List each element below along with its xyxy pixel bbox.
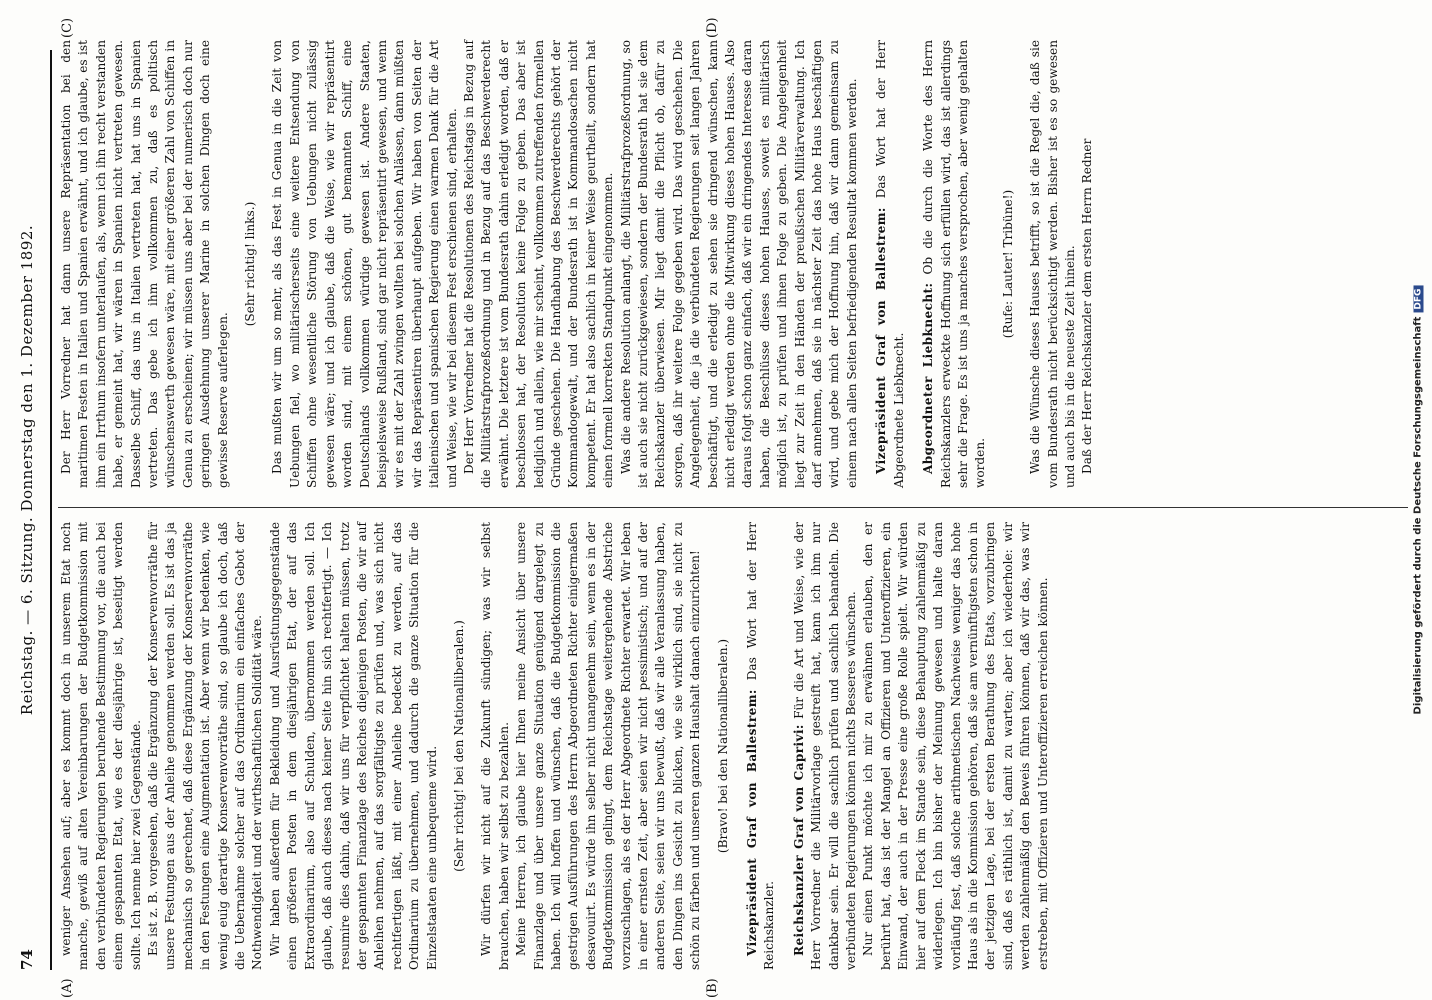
stage-direction: (Sehr richtig! links.) bbox=[243, 201, 258, 327]
speaker-name: Vizepräsident Graf von Ballestrem: bbox=[874, 207, 889, 474]
dfg-logo: DFG bbox=[1414, 286, 1424, 313]
margin-marker-b: (B) bbox=[705, 978, 720, 998]
paragraph: Wir dürfen wir nicht auf die Zukunft sündigen; was wir selbst brauchen, haben wir selbst zu bezahlen. bbox=[479, 522, 511, 970]
paragraph: Der Herr Vorredner hat die Resolutionen des Reichstags in Bezug auf die Militärstrafprozeßordnung und in Bezug auf das Beschwerderecht erwähnt. Die letztere ist vom Bundesrath dahin erledigt worden, daß er beschlossen hat, der Resolution keine Folge zu geben. Das aber ist lediglich und allein, wie mir scheint, vollkommen zutreffenden formellen Gründe geschehen. Die Handhabung des Beschwerderechts gehört der Kommandogewalt, und der Bundesrath ist in Kommandosachen nicht kompetent. Er hat also sachlich in keiner Weise geurtheilt, sondern hat einen formell korrekten Standpunkt eingenommen. bbox=[461, 40, 616, 488]
paragraph: Wir haben außerdem für Bekleidung und Ausrüstungsgegenstände einen größeren Posten in dem diesjährigen Etat, der auf das Extraordinarium, also auf Schulden, übernommen werden soll. Ich glaube, daß auch dieses nach keiner Seite hin sich rechtfertigt. — Ich resumire dies dahin, daß wir uns für verpflichtet halten müssen, trotz der gespannten Finanzlage des Reiches diejenigen Posten, die wir auf Anleihen nehmen, auf das sorgfältigste zu prüfen und, was sich nicht rechtfertigen läßt, mit einer Anleihe bedeckt zu werden, auf das Ordinarium zu übernehmen, und dadurch die ganze Situation für die Einzelstaaten eine unbequeme wird. bbox=[267, 522, 439, 970]
speech-text: Das Wort hat der Herr Reichskanzler. bbox=[745, 522, 777, 970]
running-title: Reichstag. — 6. Sitzung. Donnerstag den 1. Dezember 1892. bbox=[18, 224, 36, 716]
stage-direction: (Sehr richtig! bei den Nationalliberalen.) bbox=[451, 620, 466, 872]
column-divider bbox=[58, 507, 1408, 508]
page-number: 74 bbox=[18, 949, 36, 970]
speaker-paragraph bbox=[873, 40, 908, 488]
paragraph: Meine Herren, ich glaube hier Ihnen meine Ansicht über unsere Finanzlage und über unsere ganze Situation genügend dargelegt zu haben. Ich will hoffen und wünschen, daß die Budgetkommission die gestrigen Ausführungen des Herrn Abgeordneten Richter einigermaßen desavouirt. Es würde ihn selber nicht unangenehm sein, wenn es in der Budgetkommission gelingt, dem Reichstage weitergehende Abstriche vorzuschlagen, als es der Herr Abgeordnete Richter erwartet. Wir leben in einer ernsten Zeit, aber seien wir nicht pessimistisch; und auf der anderen Seite, seien wir uns bewußt, daß wir alle Veranlassung haben, den Dingen ins Gesicht zu blicken, wie sie wirklich sind, sie nicht zu schön zu färben und unseren ganzen Haushalt danach einzurichten! bbox=[514, 522, 703, 970]
speaker-name: Reichskanzler Graf von Caprivi: bbox=[791, 724, 806, 956]
paragraph: Was die andere Resolution anlangt, die Militärstrafprozeßordnung, so ist auch sie nicht zurückgewiesen, sondern der Bundesrath hat sie dem Reichskanzler überwiesen. Mir liegt damit die Pflicht ob, dafür zu sorgen, daß ihr weitere Folge gegeben wird. Das wird geschehen. Die Angelegenheit, die ja die verbündeten Regierungen seit langen Jahren beschäftigt, und die erledigt zu sehen sie dringend wünschen, kann nicht erledigt werden ohne die Mitwirkung dieses hohen Hauses. Also daraus folgt schon ganz einfach, daß wir ein dringendes Interesse daran haben, die Beschlüsse dieses hohen Hauses, soweit es militärisch möglich ist, zu prüfen und ihnen Folge zu geben. Die Angelegenheit liegt zur Zeit in den Händen der preußischen Militärverwaltung. Ich darf annehmen, daß sie in nächster Zeit das hohe Haus beschäftigen wird, und gebe mich der Hoffnung hin, daß wir dann gemeinsam zu einem nach allen Seiten befriedigenden Resultat kommen werden. bbox=[618, 40, 859, 488]
speech-text: Ob die durch die Worte des Herrn Reichskanzlers erweckte Hoffnung sich erfüllen wird, das ist allerdings sehr die Frage. Es ist uns ja manches versprochen, aber wenig gehalten worden. bbox=[921, 39, 988, 488]
left-column bbox=[58, 522, 1052, 970]
speaker-paragraph bbox=[791, 522, 861, 970]
margin-marker-d: (D) bbox=[705, 17, 720, 38]
stage-direction: (Rufe: Lauter! Tribüne!) bbox=[1000, 189, 1015, 339]
paragraph: Es ist z. B. vorgesehen, daß die Ergänzung der Konservenvorräthe für unsere Festungen aus der Anleihe genommen werden soll. Es ist das ja mechanisch so gerechnet, daß diese Ergänzung der Konservenvorräthe in den Festungen eine Augmentation ist. Aber wenn wir bedenken, wie wenig euig derartige Konservenvorräthe sind, so glaube ich doch, daß die Uebernahme solcher auf das Ordinarium ein einfaches Gebot der Nothwendigkeit und der wirthschaftlichen Solidität wäre. bbox=[146, 522, 265, 970]
paragraph: Daß der Herr Reichskanzler dem ersten Herrn Redner bbox=[1080, 138, 1095, 474]
speaker-name: Abgeordneter Liebknecht: bbox=[921, 282, 936, 474]
paragraph: Nur einen Punkt möchte ich mir zu erwähnen erlauben, den er berührt hat, das ist der Mangel an Offizieren und Unteroffizieren, ein Einwand, der auch in der Presse eine große Rolle spielt. Wir würden hier auf dem Fleck im Stande sein, diese Behauptung zahlenmäßig zu widerlegen. Ich bin bisher der Meinung gewesen und halte daran vorläufig fest, daß solche arithmetischen Nachweise weniger das hohe Haus als in die Kommission gehören, daß sie am vernünftigsten schon in der jetzigen Lage, bei der ersten Berathung des Etats, vorzubringen sind, daß es räthlich ist, damit zu warten; aber ich wiederhole: wir werden zahlenmäßig den Beweis führen können, daß wir das, was wir erstreben, mit Offizieren und Unteroffizieren erreichen können. bbox=[861, 522, 1050, 970]
stage-direction: (Bravo! bei den Nationalliberalen.) bbox=[715, 638, 730, 854]
margin-marker-a: (A) bbox=[60, 978, 75, 998]
speech-text: Das Wort hat der Herr Abgeordnete Liebknecht. bbox=[874, 40, 906, 488]
digitization-credit bbox=[1413, 286, 1424, 715]
paragraph: Das mußten wir um so mehr, als das Fest in Genua in die Zeit von Uebungen fiel, wo militärischerseits eine weitere Entsendung von Schiffen ohne wesentliche Störung von Uebungen nicht zulässig gewesen wäre; und ich glaube, daß die Weise, wie wir repräsentirt worden sind, mit einem schönen, gut bemannten Schiff, eine Deutschlands vollkommen würdige gewesen ist. Andere Staaten, beispielsweise Rußland, sind gar nicht repräsentirt gewesen, und wenn wir es mit der Zahl zwingen wollten bei solchen Anlässen, dann müßten wir das Repräsentiren überhaupt aufgeben. Wir haben von Seiten der italienischen und spanischen Regierung einen warmen Dank für die Art und Weise, wie wir bei diesem Fest erschienen sind, erhalten. bbox=[270, 40, 459, 488]
speech-text: Für die Art und Weise, wie der Herr Vorredner die Militärvorlage gestreift hat, kann ich ihm nur dankbar sein. Er will die sachlich prüfen und sachlich behandeln. Die verbündeten Regierungen können nichts Besseres wünschen. bbox=[791, 522, 859, 970]
paragraph: weniger Ansehen auf; aber es kommt doch in unserem Etat noch manche, gewiß auf alten Vereinbarungen der Budgetkommission mit den verbündeten Regierungen beruhende Bestimmung vor, die auch bei einem gespannten Etat, wie es der diesjährige ist, beseitigt werden sollte. Ich nenne hier zwei Gegenstände. bbox=[59, 522, 143, 970]
speaker-paragraph bbox=[920, 40, 990, 488]
margin-marker-c: (C) bbox=[60, 17, 75, 38]
speaker-name: Vizepräsident Graf von Ballestrem: bbox=[745, 689, 760, 956]
page-header bbox=[10, 50, 52, 970]
paragraph: Was die Wünsche dieses Hauses betrifft, so ist die Regel die, daß sie vom Bundesrath nicht berücksichtigt werden. Bisher ist es so gewesen und auch bis in die neueste Zeit hinein. bbox=[1028, 40, 1077, 488]
speaker-paragraph bbox=[744, 522, 779, 970]
credit-text: Digitalisierung gefördert durch die Deutsche Forschungsgemeinschaft bbox=[1412, 316, 1424, 715]
paragraph: Der Herr Vorredner hat dann unsere Repräsentation bei den maritimen Festen in Italien und Spanien erwähnt, und ich glaube, es ist ihm ein Irrthum insofern unterlaufen, als, wenn ich ihn recht verstanden habe, er gemeint hat, wir wären in Spanien nicht vertreten gewesen. Dasselbe Schiff, das uns in Italien vertreten hat, hat uns in Spanien vertreten. Das gebe ich ihm vollkommen zu, daß es politisch wünschenswerth gewesen wäre, mit einer größeren Zahl von Schiffen in Genua zu erscheinen; wir müssen uns aber bei der numerisch doch nur geringen Ausdehnung unserer Marine in solchen Dingen doch eine gewisse Reserve auferlegen. bbox=[59, 40, 230, 488]
right-column bbox=[58, 40, 1097, 488]
